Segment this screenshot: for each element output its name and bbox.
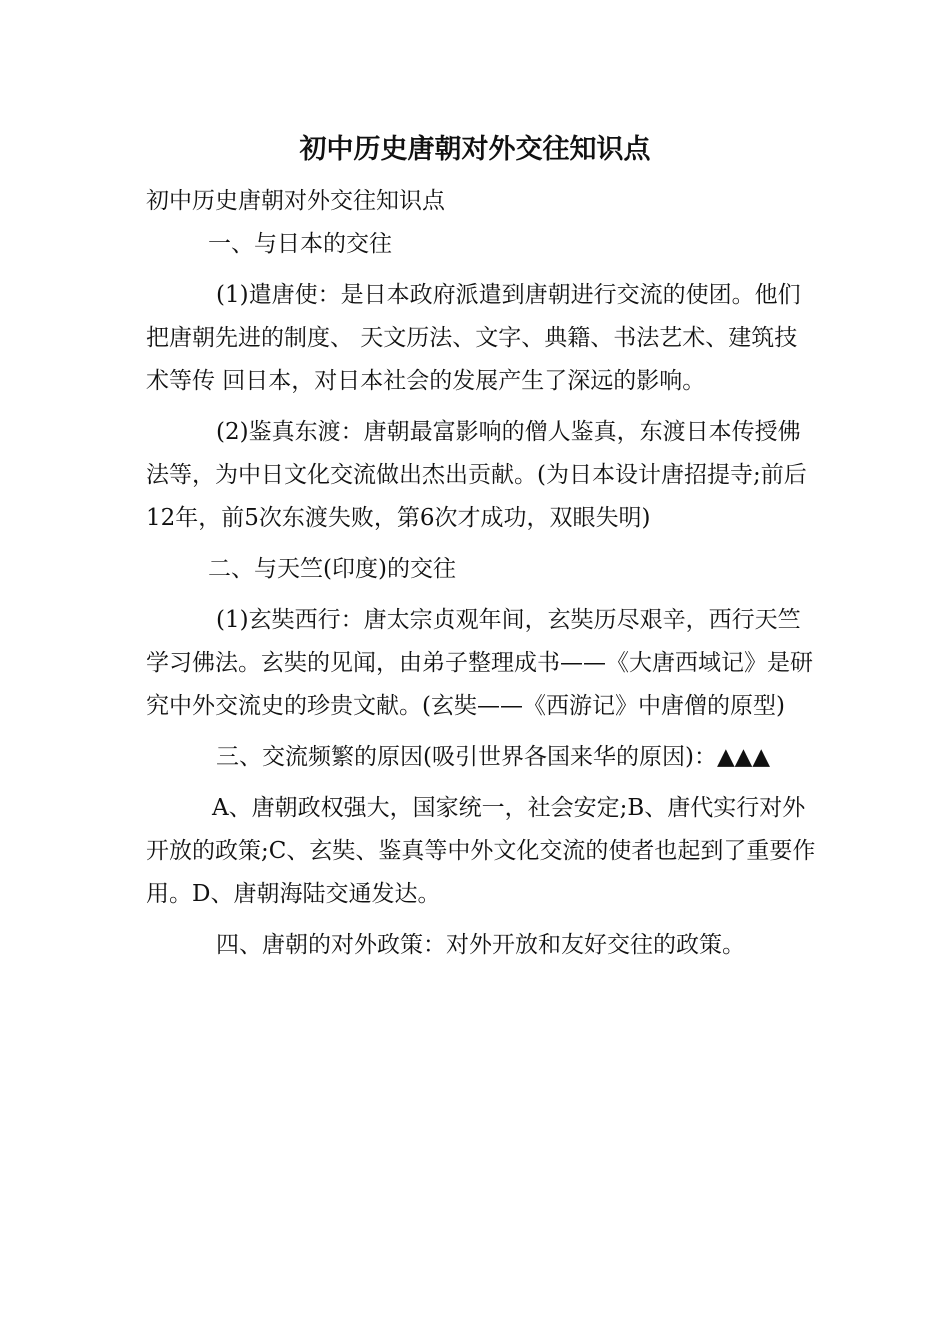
document-title: 初中历史唐朝对外交往知识点	[299, 134, 651, 165]
document-body	[146, 180, 816, 967]
section-heading-india: 二、与天竺(印度)的交往	[208, 556, 456, 582]
section-heading-policy: 四、唐朝的对外政策：对外开放和友好交往的政策。	[216, 932, 745, 958]
section-heading-japan: 一、与日本的交往	[208, 231, 392, 257]
document-subtitle: 初中历史唐朝对外交往知识点	[146, 188, 445, 214]
paragraph-envoys-to-tang: (1)遣唐使：是日本政府派遣到唐朝进行交流的使团。他们把唐朝先进的制度、 天文历法、文字、典籍、书法艺术、建筑技术等传 回日本，对日本社会的发展产生了深远的影响。	[146, 282, 801, 394]
paragraph-xuanzang: (1)玄奘西行：唐太宗贞观年间，玄奘历尽艰辛，西行天竺学习佛法。玄奘的见闻，由弟子整理成书——《大唐西域记》是研究中外交流史的珍贵文献。(玄奘——《西游记》中唐僧的原型)	[146, 607, 813, 719]
paragraph-jianzhen: (2)鉴真东渡：唐朝最富影响的僧人鉴真，东渡日本传授佛法等，为中日文化交流做出杰出贡献。(为日本设计唐招提寺;前后12年，前5次东渡失败，第6次才成功，双眼失明)	[146, 419, 807, 531]
section-heading-reasons: 三、交流频繁的原因(吸引世界各国来华的原因)：▲▲▲	[216, 744, 771, 770]
paragraph-reasons: A、唐朝政权强大，国家统一，社会安定;B、唐代实行对外开放的政策;C、玄奘、鉴真等中外文化交流的使者也起到了重要作用。D、唐朝海陆交通发达。	[146, 795, 816, 907]
